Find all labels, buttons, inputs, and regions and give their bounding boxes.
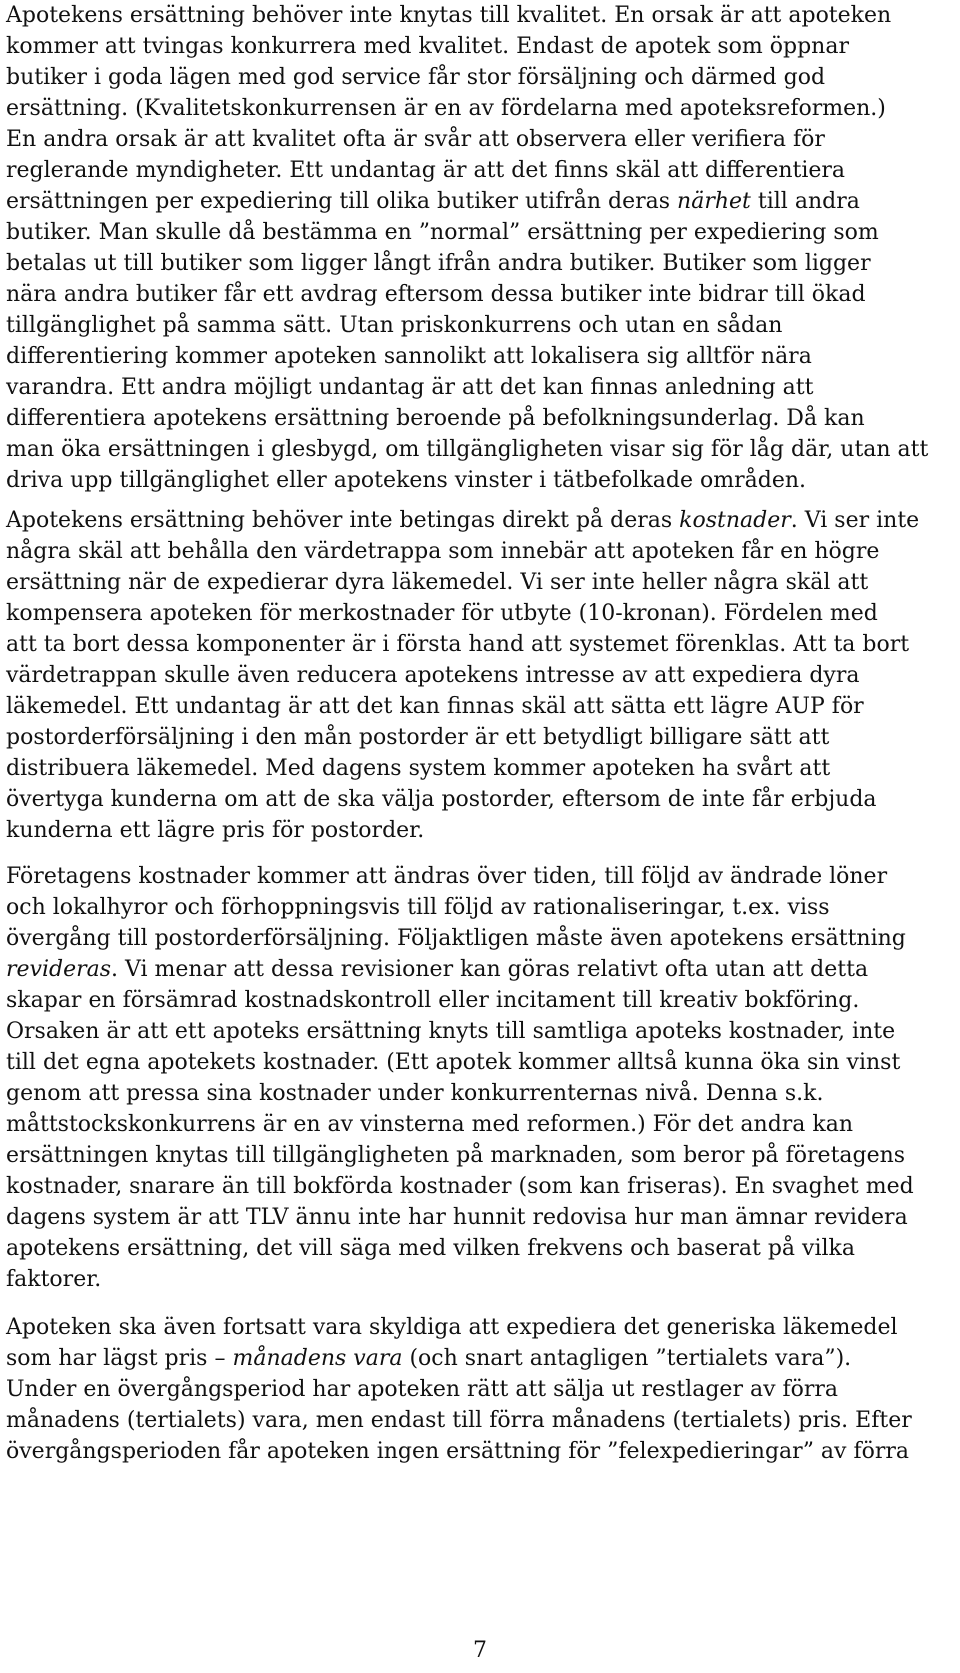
text-line bbox=[6, 1171, 946, 1202]
text-segment: differentiering kommer apoteken sannolikt att lokalisera sig alltför nära bbox=[6, 344, 812, 369]
paragraph bbox=[6, 1312, 946, 1467]
text-segment: distribuera läkemedel. Med dagens system kommer apoteken ha svårt att bbox=[6, 756, 831, 781]
text-segment: till det egna apotekets kostnader. (Ett apotek kommer alltså kunna öka sin vinst bbox=[6, 1050, 901, 1075]
text-segment: betalas ut till butiker som ligger långt ifrån andra butiker. Butiker som ligger bbox=[6, 251, 871, 276]
text-line bbox=[6, 1202, 946, 1233]
text-segment: till andra bbox=[750, 189, 860, 214]
text-segment: Orsaken är att ett apoteks ersättning knyts till samtliga apoteks kostnader, inte bbox=[6, 1019, 896, 1044]
text-line bbox=[6, 217, 946, 248]
text-segment: övergångsperioden får apoteken ingen ersättning för ”felexpedieringar” av förra bbox=[6, 1439, 910, 1464]
text-line bbox=[6, 660, 946, 691]
text-segment: ersättning när de expedierar dyra läkemedel. Vi ser inte heller några skäl att bbox=[6, 570, 869, 595]
text-segment: apotekens ersättning, det vill säga med vilken frekvens och baserat på vilka bbox=[6, 1236, 855, 1261]
text-segment: övergång till postorderförsäljning. Följaktligen måste även apotekens ersättning bbox=[6, 926, 906, 951]
text-line bbox=[6, 155, 946, 186]
text-segment: kompensera apoteken för merkostnader för utbyte (10-kronan). Fördelen med bbox=[6, 601, 878, 626]
text-line bbox=[6, 1078, 946, 1109]
text-line bbox=[6, 1374, 946, 1405]
text-line bbox=[6, 722, 946, 753]
text-segment: skapar en försämrad kostnadskontroll eller incitament till kreativ bokföring. bbox=[6, 988, 860, 1013]
text-line bbox=[6, 1016, 946, 1047]
text-segment: dagens system är att TLV ännu inte har hunnit redovisa hur man ämnar revidera bbox=[6, 1205, 908, 1230]
text-segment: tillgänglighet på samma sätt. Utan priskonkurrens och utan en sådan bbox=[6, 313, 783, 338]
italic-text: kostnader bbox=[679, 508, 791, 533]
text-segment: postorderförsäljning i den mån postorder är ett betydligt billigare sätt att bbox=[6, 725, 830, 750]
text-line bbox=[6, 954, 946, 985]
text-line bbox=[6, 279, 946, 310]
text-line bbox=[6, 1047, 946, 1078]
text-segment: Apoteken ska även fortsatt vara skyldiga att expediera det generiska läkemedel bbox=[6, 1315, 898, 1340]
text-line bbox=[6, 1264, 946, 1295]
text-line bbox=[6, 372, 946, 403]
text-segment: kunderna ett lägre pris för postorder. bbox=[6, 818, 425, 843]
text-line bbox=[6, 784, 946, 815]
text-line bbox=[6, 403, 946, 434]
text-line bbox=[6, 567, 946, 598]
text-line bbox=[6, 505, 946, 536]
text-line bbox=[6, 1233, 946, 1264]
text-line bbox=[6, 93, 946, 124]
paragraph bbox=[6, 505, 946, 846]
text-segment: Apotekens ersättning behöver inte betingas direkt på deras bbox=[6, 508, 680, 533]
text-segment: övertyga kunderna om att de ska välja postorder, eftersom de inte får erbjuda bbox=[6, 787, 877, 812]
italic-text: revideras bbox=[6, 957, 112, 982]
text-line bbox=[6, 1436, 946, 1467]
text-line bbox=[6, 598, 946, 629]
text-segment: reglerande myndigheter. Ett undantag är att det finns skäl att differentiera bbox=[6, 158, 846, 183]
text-segment: några skäl att behålla den värdetrappa som innebär att apoteken får en högre bbox=[6, 539, 880, 564]
text-segment: (och snart antagligen ”tertialets vara”). bbox=[402, 1346, 852, 1371]
text-segment: kostnader, snarare än till bokförda kostnader (som kan friseras). En svaghet med bbox=[6, 1174, 914, 1199]
text-segment: månadens (tertialets) vara, men endast till förra månadens (tertialets) pris. Efter bbox=[6, 1408, 912, 1433]
text-line bbox=[6, 62, 946, 93]
text-segment: nära andra butiker får ett avdrag eftersom dessa butiker inte bidrar till ökad bbox=[6, 282, 866, 307]
text-segment: som har lägst pris – bbox=[6, 1346, 233, 1371]
text-segment: värdetrappan skulle även reducera apotekens intresse av att expediera dyra bbox=[6, 663, 860, 688]
text-line bbox=[6, 0, 946, 31]
text-segment: Företagens kostnader kommer att ändras över tiden, till följd av ändrade löner bbox=[6, 864, 888, 889]
text-segment: kommer att tvingas konkurrera med kvalitet. Endast de apotek som öppnar bbox=[6, 34, 849, 59]
text-line bbox=[6, 1312, 946, 1343]
text-segment: butiker i goda lägen med god service får stor försäljning och därmed god bbox=[6, 65, 826, 90]
text-segment: läkemedel. Ett undantag är att det kan finnas skäl att sätta ett lägre AUP för bbox=[6, 694, 864, 719]
text-line bbox=[6, 31, 946, 62]
text-line bbox=[6, 124, 946, 155]
page-number: 7 bbox=[473, 1638, 487, 1663]
text-line bbox=[6, 310, 946, 341]
text-line bbox=[6, 434, 946, 465]
text-line bbox=[6, 985, 946, 1016]
text-segment: varandra. Ett andra möjligt undantag är att det kan finnas anledning att bbox=[6, 375, 814, 400]
text-line bbox=[6, 1140, 946, 1171]
text-segment: Under en övergångsperiod har apoteken rätt att sälja ut restlager av förra bbox=[6, 1377, 839, 1402]
text-segment: att ta bort dessa komponenter är i första hand att systemet förenklas. Att ta bort bbox=[6, 632, 910, 657]
text-segment: butiker. Man skulle då bestämma en ”normal” ersättning per expediering som bbox=[6, 220, 879, 245]
text-segment: faktorer. bbox=[6, 1267, 102, 1292]
text-line bbox=[6, 815, 946, 846]
text-line bbox=[6, 1109, 946, 1140]
paragraph bbox=[6, 861, 946, 1295]
text-segment: . Vi menar att dessa revisioner kan göras relativt ofta utan att detta bbox=[111, 957, 869, 982]
text-line bbox=[6, 1343, 946, 1374]
text-line bbox=[6, 923, 946, 954]
text-line bbox=[6, 861, 946, 892]
paragraph bbox=[6, 0, 946, 496]
text-segment: ersättning. (Kvalitetskonkurrensen är en av fördelarna med apoteksreformen.) bbox=[6, 96, 886, 121]
text-segment: driva upp tillgänglighet eller apotekens vinster i tätbefolkade områden. bbox=[6, 468, 807, 493]
text-segment: Apotekens ersättning behöver inte knytas till kvalitet. En orsak är att apoteken bbox=[6, 3, 892, 28]
text-line bbox=[6, 341, 946, 372]
text-segment: En andra orsak är att kvalitet ofta är svår att observera eller verifiera för bbox=[6, 127, 825, 152]
text-line bbox=[6, 691, 946, 722]
text-line bbox=[6, 186, 946, 217]
text-line bbox=[6, 629, 946, 660]
text-line bbox=[6, 1405, 946, 1436]
italic-text: närhet bbox=[677, 189, 751, 214]
text-segment: man öka ersättningen i glesbygd, om tillgängligheten visar sig för låg där, utan att bbox=[6, 437, 929, 462]
italic-text: månadens vara bbox=[232, 1346, 403, 1371]
text-line bbox=[6, 465, 946, 496]
text-segment: genom att pressa sina kostnader under konkurrenternas nivå. Denna s.k. bbox=[6, 1081, 824, 1106]
text-segment: ersättningen per expediering till olika butiker utifrån deras bbox=[6, 189, 678, 214]
text-segment: . Vi ser inte bbox=[790, 508, 920, 533]
text-segment: måttstockskonkurrens är en av vinsterna med reformen.) För det andra kan bbox=[6, 1112, 854, 1137]
text-line bbox=[6, 248, 946, 279]
text-segment: och lokalhyror och förhoppningsvis till följd av rationaliseringar, t.ex. viss bbox=[6, 895, 830, 920]
text-line bbox=[6, 753, 946, 784]
text-segment: ersättningen knytas till tillgängligheten på marknaden, som beror på företagens bbox=[6, 1143, 906, 1168]
text-line bbox=[6, 536, 946, 567]
text-segment: differentiera apotekens ersättning beroende på befolkningsunderlag. Då kan bbox=[6, 406, 865, 431]
text-line bbox=[6, 892, 946, 923]
